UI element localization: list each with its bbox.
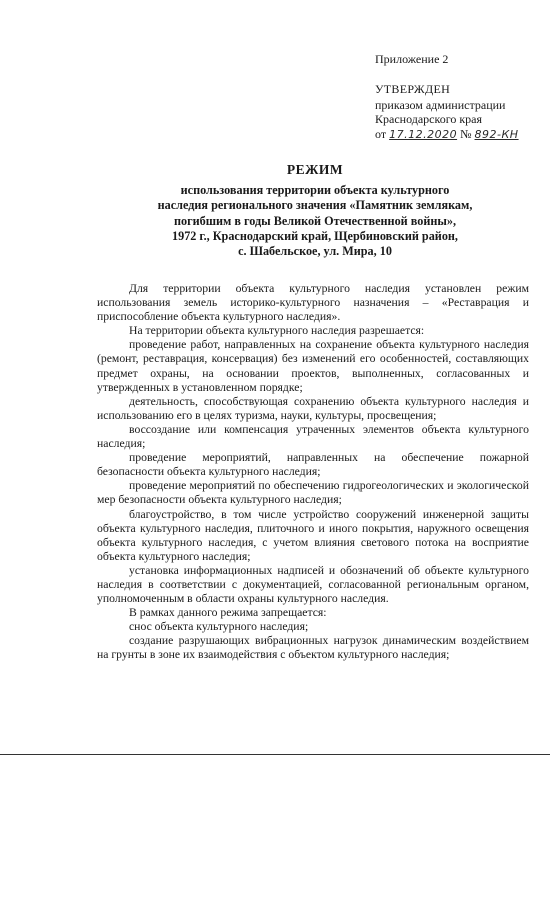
paragraph: В рамках данного режима запрещается: <box>129 606 327 620</box>
title-line: 1972 г., Краснодарский край, Щербиновский район, <box>172 228 458 243</box>
paragraph: На территории объекта культурного наследия разрешается: <box>129 324 425 338</box>
paragraph: проведение мероприятий, направленных на обеспечение пожарной безопасности объекта культурного наследия; <box>97 451 529 479</box>
document-title <box>95 162 535 259</box>
approved-by-line-1: приказом администрации <box>375 97 506 112</box>
paragraph: благоустройство, в том числе устройство сооружений инженерной защиты объекта культурного наследия, плиточного и иного покрытия, наружного освещения объекта культурного наследия, с учетом влияния светового потока на восприятие объекта культурного наследия; <box>97 507 529 563</box>
paragraph: снос объекта культурного наследия; <box>129 620 309 634</box>
document-body <box>97 282 529 663</box>
approved-by-line-2: Краснодарского края <box>375 112 483 126</box>
title-line: использования территории объекта культурного <box>180 183 450 198</box>
number-prefix: № <box>460 126 472 141</box>
title-line: наследия регионального значения «Памятник землякам, <box>157 198 473 213</box>
paragraph: Для территории объекта культурного наследия установлен режим использования земель историко-культурного назначения – «Реставрация и приспособление объекта культурного наследия». <box>97 282 529 324</box>
handwritten-date: 17.12.2020 <box>389 127 458 141</box>
title-line: погибшим в годы Великой Отечественной войны», <box>173 213 457 228</box>
paragraph: создание разрушающих вибрационных нагрузок динамическим воздействием на грунты в зоне их взаимодействия с объектом культурного наследия; <box>97 634 529 662</box>
paragraph: деятельность, способствующая сохранению объекта культурного наследия и использованию его в целях туризма, науки, культуры, просвещения; <box>97 394 529 422</box>
paragraph: воссоздание или компенсация утраченных элементов объекта культурного наследия; <box>97 422 529 451</box>
title-main: РЕЖИМ <box>286 162 344 177</box>
date-prefix: от <box>375 126 387 141</box>
title-line: с. Шабельское, ул. Мира, 10 <box>238 244 392 259</box>
handwritten-number: 892-КН <box>474 127 519 141</box>
appendix-label: Приложение 2 <box>375 52 449 66</box>
order-date-number <box>375 127 519 143</box>
paragraph: установка информационных надписей и обозначений об объекте культурного наследия в соответствии с документацией, согласованной региональным органом, уполномоченным в области охраны культурного наследия. <box>97 563 529 606</box>
paragraph: проведение работ, направленных на сохранение объекта культурного наследия (ремонт, реставрация, консервация) без изменений его особенностей, составляющих предмет охраны, на основании проектов, выполненных, согласованных и утвержденных в установленном порядке; <box>97 338 529 394</box>
paragraph: проведение мероприятий по обеспечению гидрогеологических и экологической мер безопасности объекта культурного наследия; <box>97 479 529 507</box>
approval-block <box>375 82 519 142</box>
approved-title: УТВЕРЖДЕН <box>375 82 451 96</box>
page-divider <box>0 754 550 755</box>
